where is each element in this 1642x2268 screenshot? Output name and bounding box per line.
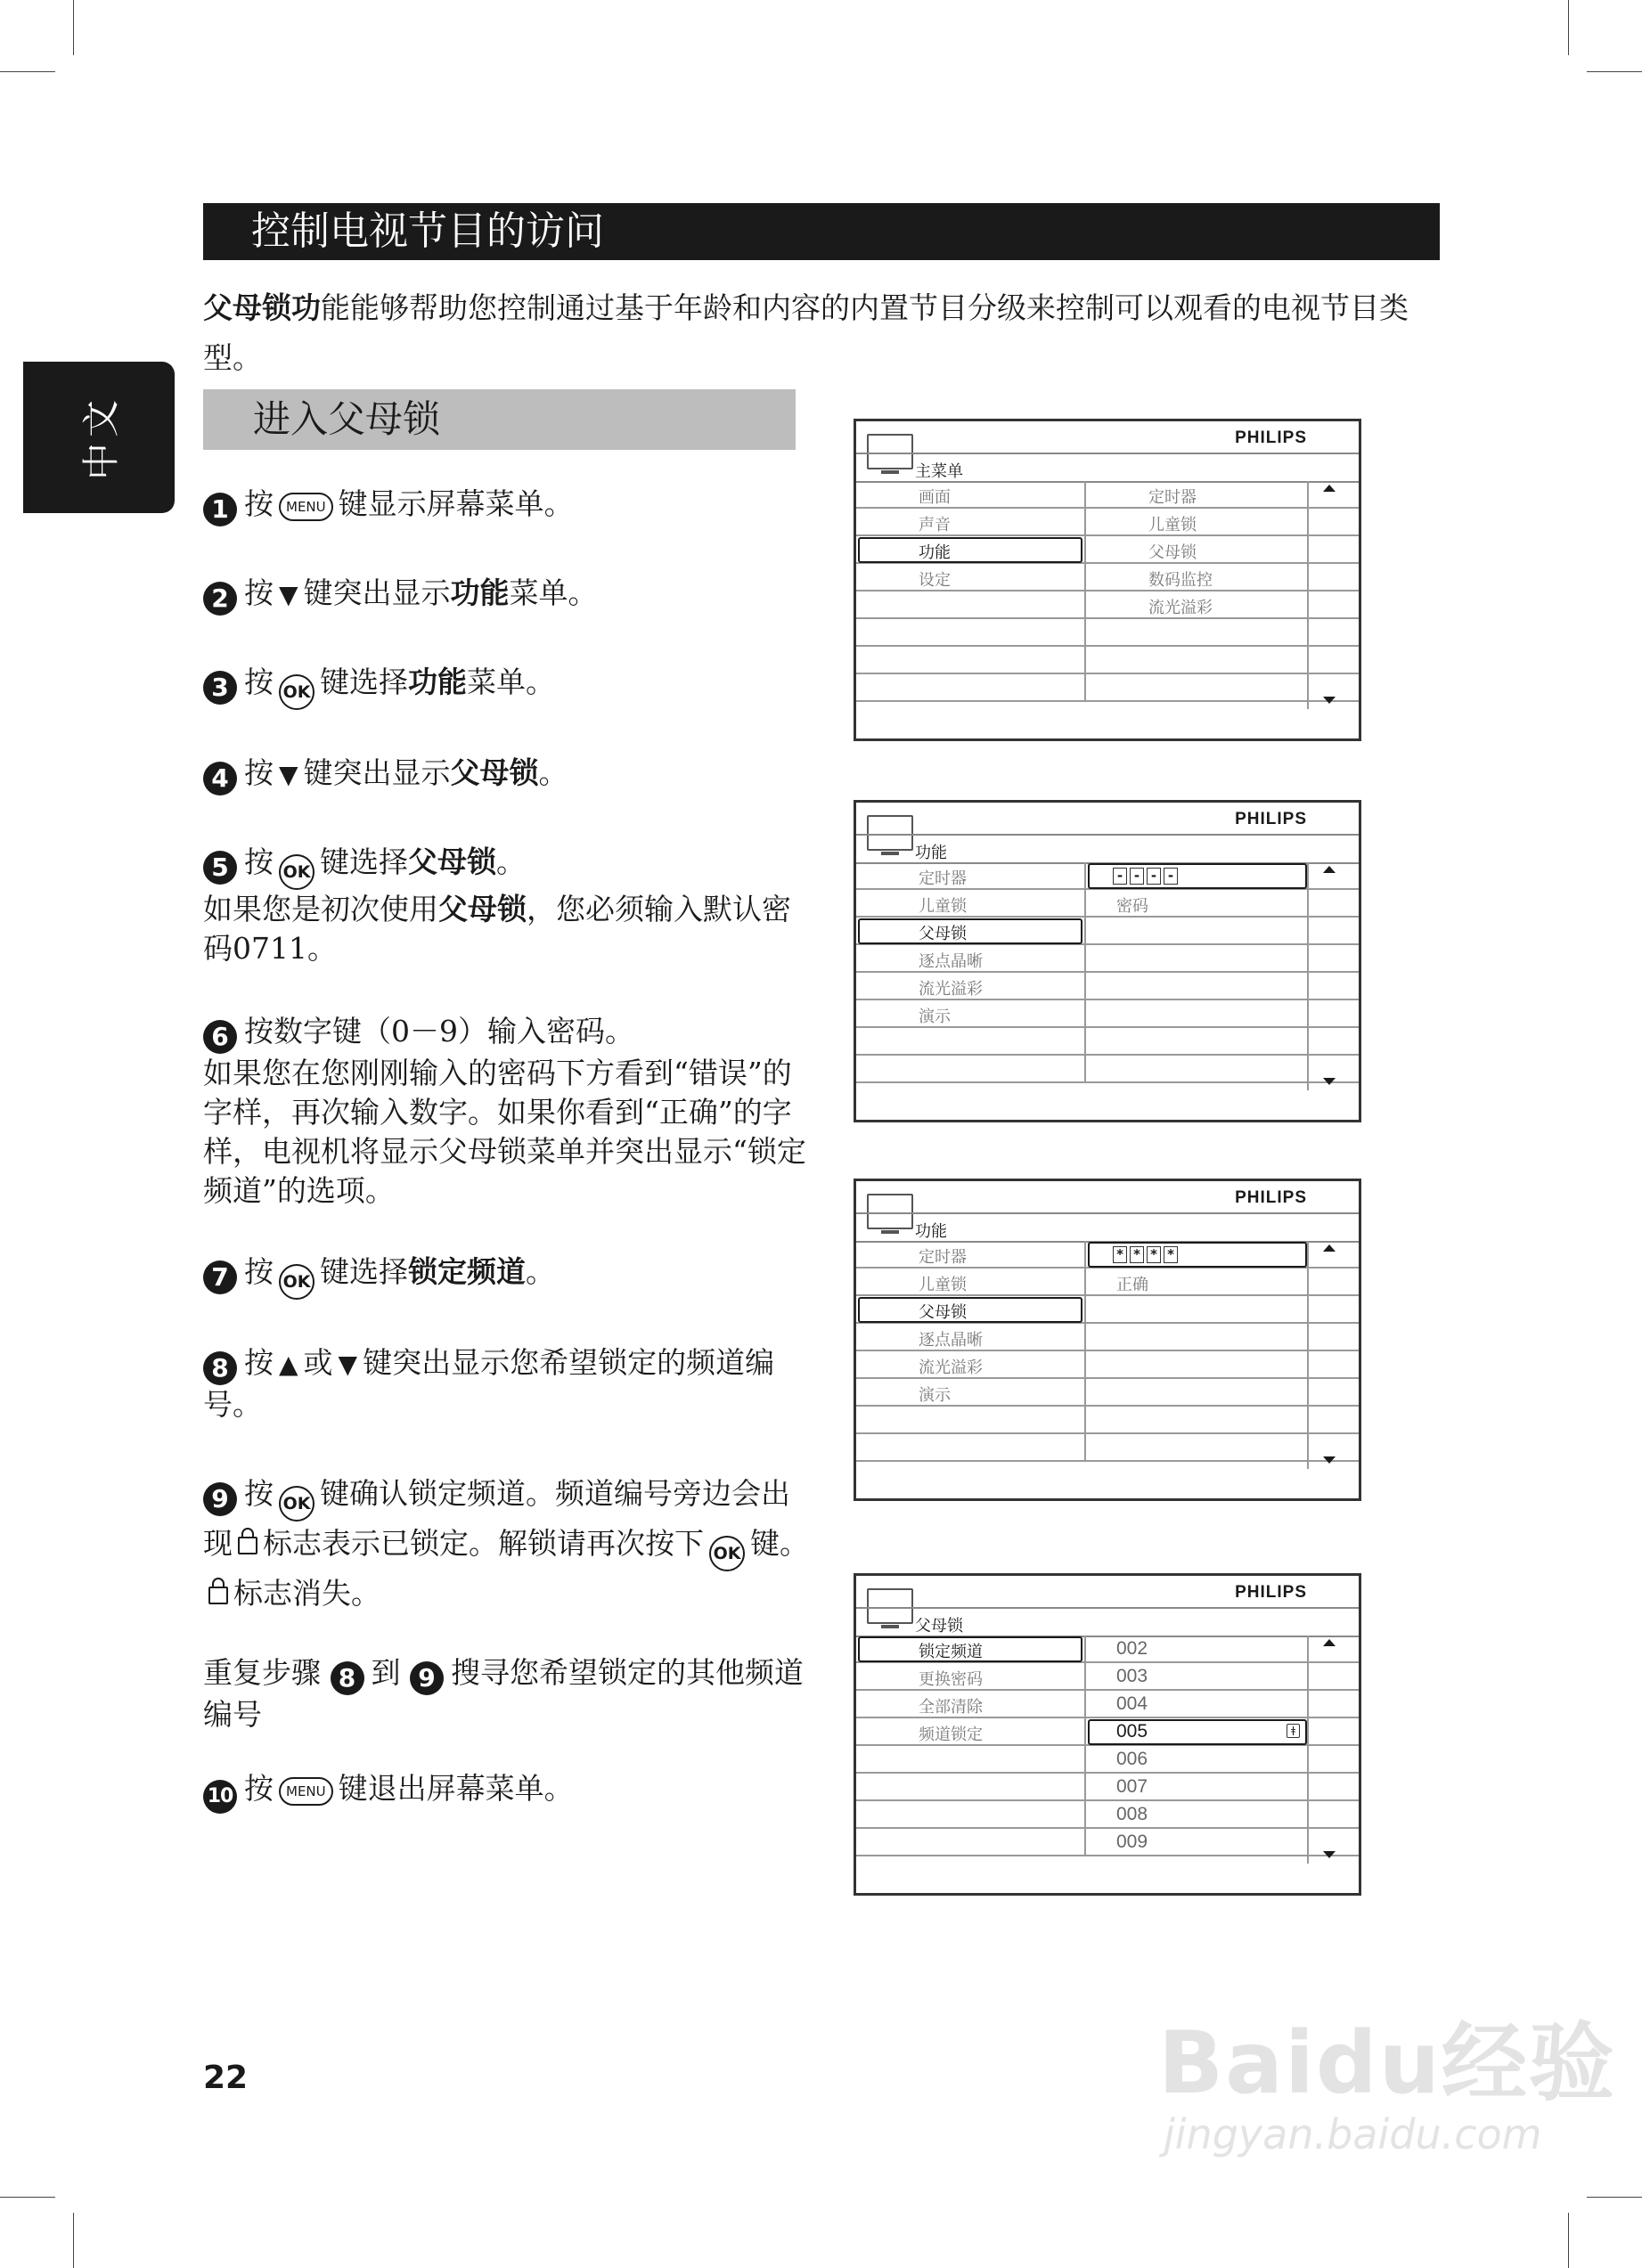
down-arrow-icon: ▼	[338, 1350, 358, 1379]
scroll-up-icon[interactable]	[1323, 485, 1336, 492]
brand-logo: PHILIPS	[1235, 1583, 1307, 1602]
step-number: 1	[203, 493, 237, 526]
step-number: 9	[410, 1661, 444, 1695]
code-input[interactable]	[1113, 1246, 1178, 1263]
screen-main-menu	[854, 419, 1361, 741]
language-tab-label: 中文	[78, 394, 123, 481]
brand-logo: PHILIPS	[1235, 1188, 1307, 1207]
step-text: 菜单。	[509, 575, 598, 610]
menu-key-icon: MENU	[279, 1777, 333, 1806]
ok-key-icon: OK	[279, 854, 315, 890]
menu-item[interactable]: 逐点晶晰	[919, 952, 983, 971]
step-text: 重复步骤	[203, 1655, 321, 1690]
crop-mark	[1568, 0, 1569, 55]
code-status: 正确	[1116, 1276, 1148, 1294]
menu-title-row	[856, 453, 1359, 483]
step-text: 。	[538, 755, 568, 790]
page-number: 22	[203, 2060, 249, 2096]
submenu-item[interactable]: 数码监控	[1148, 571, 1213, 590]
step-number: 2	[203, 582, 237, 616]
menu-item[interactable]: 流光溢彩	[919, 1358, 983, 1377]
step-number: 4	[203, 762, 237, 795]
screen-code-correct	[854, 1179, 1361, 1501]
menu-key-icon: MENU	[279, 493, 333, 521]
lock-icon: ǂ	[1287, 1724, 1300, 1738]
step-bold-text: 功能	[450, 575, 510, 610]
menu-item[interactable]: 画面	[919, 488, 951, 507]
code-digit: -	[1113, 868, 1127, 885]
down-arrow-icon: ▼	[279, 580, 298, 609]
code-digit: *	[1130, 1246, 1144, 1263]
scrollbar[interactable]	[1307, 1636, 1359, 1864]
step-number: 3	[203, 671, 237, 705]
step-text: 到	[371, 1655, 401, 1690]
step-text: 按	[244, 1771, 274, 1806]
step-text: 键突出显示您希望锁定的频道编号。	[203, 1345, 775, 1422]
crop-mark	[1568, 2213, 1569, 2268]
step-text: 按	[244, 755, 274, 790]
step-9	[203, 1472, 818, 1616]
step-text: 键选择	[320, 1254, 408, 1289]
menu-item[interactable]: 频道锁定	[919, 1725, 983, 1744]
scroll-up-icon[interactable]	[1323, 1244, 1336, 1252]
step-bold-text: 功能	[408, 665, 467, 699]
page-title: 控制电视节目的访问	[203, 203, 1440, 260]
step-bold-text: 父母锁	[408, 844, 496, 879]
step-text: 按数字键（0－9）输入密码。	[244, 1014, 634, 1048]
intro-paragraph	[203, 283, 1433, 383]
brand-logo: PHILIPS	[1235, 428, 1307, 447]
step-text: 标志消失。	[233, 1576, 380, 1611]
down-arrow-icon: ▼	[279, 760, 298, 789]
menu-title: 功能	[915, 844, 947, 862]
menu-rows	[856, 481, 1359, 702]
brand-logo: PHILIPS	[1235, 810, 1307, 828]
menu-rows	[856, 1636, 1359, 1856]
step-text: 键退出屏幕菜单。	[338, 1771, 574, 1806]
scroll-up-icon[interactable]	[1323, 866, 1336, 873]
step-text: 搜寻您希望锁定的其他频道编号	[203, 1655, 804, 1732]
step-number: 5	[203, 851, 237, 885]
code-input[interactable]	[1113, 868, 1178, 885]
scrollbar[interactable]	[1307, 1241, 1359, 1469]
watermark	[1158, 1995, 1616, 2158]
code-digit: *	[1113, 1246, 1127, 1263]
screen-parental-lock	[854, 1573, 1361, 1896]
step-text: 按	[244, 1345, 274, 1380]
step-4	[203, 754, 818, 795]
screen-header	[856, 1181, 1359, 1212]
scroll-down-icon[interactable]	[1323, 697, 1336, 704]
scrollbar[interactable]	[1307, 862, 1359, 1090]
step-bold-text: 父母锁	[450, 755, 539, 790]
intro-bold-term: 父母锁功	[203, 290, 321, 325]
screen-header	[856, 803, 1359, 834]
step-number: 10	[203, 1780, 237, 1814]
channel-number[interactable]: 002	[1116, 1638, 1148, 1659]
step-text: 按	[244, 1254, 274, 1289]
step-text: 键。	[750, 1526, 809, 1561]
step-text: 标志表示已锁定。解锁请再次按下	[263, 1526, 704, 1561]
code-digit: *	[1147, 1246, 1161, 1263]
menu-item[interactable]: 全部清除	[919, 1698, 983, 1717]
scroll-down-icon[interactable]	[1323, 1851, 1336, 1858]
menu-item[interactable]: 儿童锁	[919, 897, 967, 916]
step-text: ，您必须输入默认密码0711。	[203, 892, 791, 966]
code-digit: -	[1130, 868, 1144, 885]
menu-item-selected[interactable]: 功能	[919, 543, 951, 562]
menu-item[interactable]: 定时器	[919, 869, 967, 888]
menu-item[interactable]: 儿童锁	[919, 1276, 967, 1294]
step-3	[203, 663, 818, 710]
step-text: 。	[496, 844, 526, 879]
channel-number[interactable]: 007	[1116, 1776, 1148, 1797]
step-text: 。	[526, 1254, 555, 1289]
crop-mark	[73, 2213, 74, 2268]
scroll-down-icon[interactable]	[1323, 1456, 1336, 1464]
menu-title: 父母锁	[915, 1617, 963, 1636]
selection-highlight	[858, 537, 1082, 563]
step-number: 8	[203, 1351, 237, 1385]
step-text: 键突出显示	[303, 575, 451, 610]
step-bold-text: 锁定频道	[408, 1254, 526, 1289]
channel-number[interactable]: 006	[1116, 1749, 1148, 1769]
menu-item[interactable]: 更换密码	[919, 1670, 983, 1689]
scroll-up-icon[interactable]	[1323, 1639, 1336, 1646]
menu-item[interactable]: 设定	[919, 571, 951, 590]
selection-highlight	[858, 1297, 1082, 1323]
step-text: 按	[244, 1476, 274, 1511]
step-bold-text: 父母锁	[438, 892, 527, 926]
step-6	[203, 1012, 818, 1211]
submenu-item[interactable]: 儿童锁	[1148, 516, 1197, 534]
menu-item[interactable]: 逐点晶晰	[919, 1331, 983, 1350]
ok-key-icon: OK	[279, 1264, 315, 1300]
menu-title: 功能	[915, 1222, 947, 1241]
menu-item-selected[interactable]: 锁定频道	[919, 1643, 983, 1661]
menu-rows	[856, 1241, 1359, 1462]
step-number: 8	[331, 1661, 364, 1695]
step-text: 或	[303, 1345, 333, 1380]
menu-rows	[856, 862, 1359, 1083]
step-text: 键显示屏幕菜单。	[338, 486, 574, 521]
menu-item[interactable]: 声音	[919, 516, 951, 534]
step-7	[203, 1252, 818, 1300]
channel-number[interactable]: 009	[1116, 1832, 1148, 1852]
code-label: 密码	[1116, 897, 1148, 916]
screen-code-entry	[854, 800, 1361, 1122]
step-text: 键选择	[320, 665, 408, 699]
scrollbar[interactable]	[1307, 481, 1359, 709]
submenu-item[interactable]: 流光溢彩	[1148, 599, 1213, 617]
menu-title: 主菜单	[915, 462, 963, 481]
lock-icon	[208, 1587, 228, 1604]
step-1	[203, 485, 818, 526]
watermark-sub: jingyan.baidu.com	[1164, 2110, 1542, 2158]
menu-title-row	[856, 1212, 1359, 1243]
step-text: 如果您是初次使用	[203, 892, 438, 926]
step-2	[203, 574, 818, 616]
crop-mark	[1587, 71, 1642, 72]
crop-mark	[73, 0, 74, 55]
up-arrow-icon: ▲	[279, 1350, 298, 1379]
step-text: 键突出显示	[303, 755, 451, 790]
channel-number-selected[interactable]: 005	[1116, 1721, 1148, 1742]
menu-item[interactable]: 流光溢彩	[919, 980, 983, 999]
section-heading: 进入父母锁	[203, 389, 796, 450]
channel-number[interactable]: 004	[1116, 1693, 1148, 1714]
channel-number[interactable]: 003	[1116, 1666, 1148, 1686]
intro-text: 能能够帮助您控制通过基于年龄和内容的内置节目分级来控制可以观看的电视节目类型。	[203, 290, 1409, 375]
step-8	[203, 1343, 818, 1424]
crop-mark	[0, 2197, 55, 2198]
menu-item[interactable]: 定时器	[919, 1248, 967, 1267]
code-digit: -	[1147, 868, 1161, 885]
crop-mark	[1587, 2197, 1642, 2198]
ok-key-icon: OK	[709, 1536, 745, 1571]
step-text: 按	[244, 575, 274, 610]
menu-item-selected[interactable]: 父母锁	[919, 1303, 967, 1322]
menu-title-row	[856, 1607, 1359, 1637]
step-number: 6	[203, 1020, 237, 1054]
lock-icon	[238, 1537, 257, 1554]
channel-number[interactable]: 008	[1116, 1804, 1148, 1824]
language-tab	[23, 362, 175, 513]
screen-header	[856, 1576, 1359, 1607]
ok-key-icon: OK	[279, 674, 315, 710]
step-10	[203, 1769, 818, 1814]
submenu-item[interactable]: 父母锁	[1148, 543, 1197, 562]
step-text: 按	[244, 844, 274, 879]
watermark-main: Baidu经验	[1158, 2013, 1616, 2113]
step-text: 键确认锁定频道。频道编号旁边会出现	[203, 1476, 790, 1561]
step-text: 菜单。	[467, 665, 555, 699]
ok-key-icon: OK	[279, 1486, 315, 1522]
screen-header	[856, 421, 1359, 453]
selection-highlight	[858, 918, 1082, 944]
menu-item[interactable]: 演示	[919, 1386, 951, 1405]
crop-mark	[0, 71, 55, 72]
menu-item-selected[interactable]: 父母锁	[919, 925, 967, 943]
step-5	[203, 843, 818, 968]
step-detail: 如果您在您刚刚输入的密码下方看到“错误”的字样，再次输入数字。如果你看到“正确”的字样，电视机将显示父母锁菜单并突出显示“锁定频道”的选项。	[203, 1056, 806, 1208]
step-text: 键选择	[320, 844, 408, 879]
step-number: 9	[203, 1482, 237, 1516]
step-text: 按	[244, 486, 274, 521]
menu-item[interactable]: 演示	[919, 1008, 951, 1026]
submenu-item[interactable]: 定时器	[1148, 488, 1197, 507]
code-digit: -	[1164, 868, 1178, 885]
menu-title-row	[856, 834, 1359, 864]
code-digit: *	[1164, 1246, 1178, 1263]
step-number: 7	[203, 1260, 237, 1294]
scroll-down-icon[interactable]	[1323, 1078, 1336, 1085]
step-text: 按	[244, 665, 274, 699]
repeat-note	[203, 1653, 818, 1734]
